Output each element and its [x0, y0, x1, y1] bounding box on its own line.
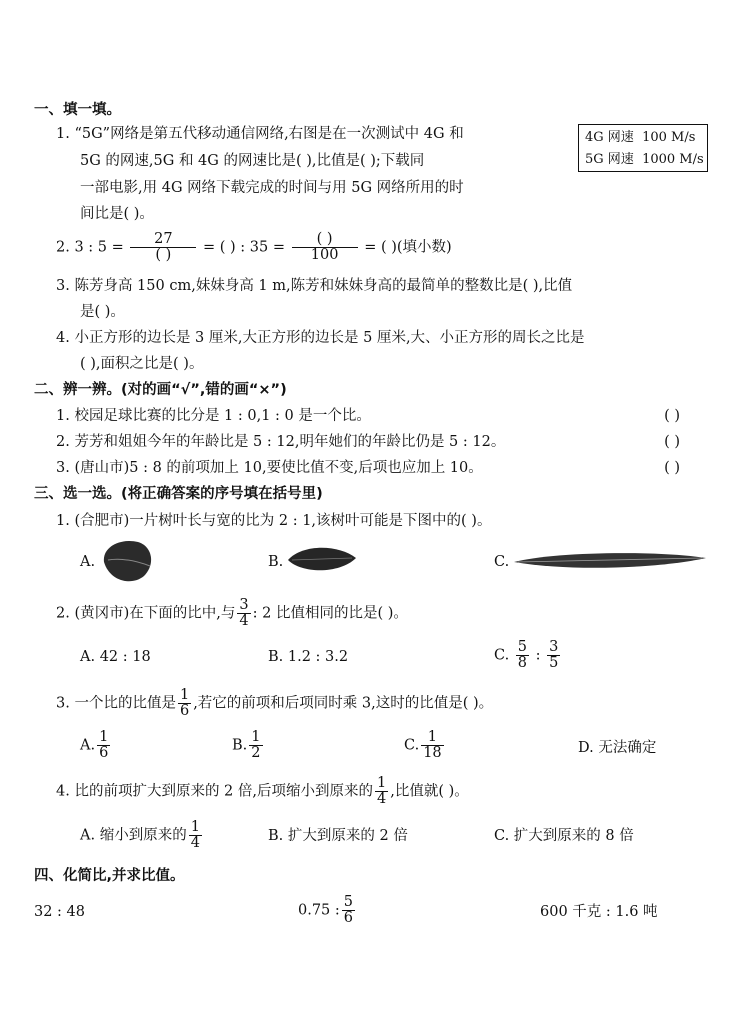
choice-3-option-c[interactable] — [404, 730, 446, 761]
c3-b-num: 1 — [251, 729, 261, 745]
c2-c-f2-num: 3 — [549, 639, 559, 655]
q2-f1-numerator: 27 — [130, 232, 196, 248]
q1-line2: 5G 的网速,5G 和 4G 的网速比是( ),比值是( );下载同 — [80, 153, 425, 169]
c2-c-label: C. — [494, 647, 510, 664]
q2-f2-denominator: 100 — [310, 247, 339, 263]
c3-a-den: 6 — [99, 745, 109, 761]
judge-item-1 — [56, 406, 708, 426]
simplify-e2-pre: 0.75 : — [298, 902, 340, 919]
net-5g-value: 1000 M/s — [642, 152, 704, 167]
choice-1-stem: 1. (合肥市)一片树叶长与宽的比为 2 : 1,该树叶可能是下图中的( )。 — [56, 513, 492, 529]
choice-4-option-b[interactable]: B. 扩大到原来的 2 倍 — [268, 828, 408, 844]
choice-4-stem-post: ,比值就( )。 — [390, 783, 469, 800]
q2-fraction-1 — [130, 232, 196, 263]
judge-item-3 — [56, 458, 708, 478]
choice-1-option-c[interactable]: C. — [494, 554, 510, 570]
q2-f2-numerator: ( ) — [292, 232, 358, 248]
leaf-b-icon — [286, 544, 358, 574]
judge-3-text: 3. (唐山市)5 : 8 的前项加上 10,要使比值不变,后项也应加上 10。 — [56, 460, 483, 476]
leaf-a-icon — [98, 536, 156, 586]
network-speed-box — [578, 124, 708, 172]
q2-suffix: = ( )(填小数) — [364, 239, 452, 256]
q3-line1: 3. 陈芳身高 150 cm,妹妹身高 1 m,陈芳和妹妹身高的最简单的整数比是( ),比值 — [56, 278, 573, 294]
simplify-expr-3: 600 千克 : 1.6 吨 — [540, 904, 658, 920]
c3-b-den: 2 — [251, 745, 261, 761]
c3-c-den: 18 — [423, 745, 442, 761]
q2-mid: = ( ) : 35 = — [202, 239, 285, 256]
c2-c-f1-num: 5 — [517, 639, 528, 655]
q4-line1: 4. 小正方形的边长是 3 厘米,大正方形的边长是 5 厘米,大、小正方形的周长之比是 — [56, 330, 585, 346]
c4-a-den: 4 — [190, 835, 200, 851]
c2-c-colon: : — [535, 647, 541, 664]
choice-2-option-c[interactable] — [494, 640, 562, 671]
c2-den: 4 — [239, 613, 249, 629]
choice-2-stem-pre: 2. (黄冈市)在下面的比中,与 — [56, 605, 236, 622]
judge-item-2 — [56, 432, 708, 452]
choice-1-option-a[interactable]: A. — [80, 554, 96, 570]
c3-a-fraction — [97, 730, 110, 761]
c3-c-label: C. — [404, 737, 420, 754]
simplify-expr-2 — [298, 895, 357, 926]
simplify-e2-fraction — [342, 895, 355, 926]
choice-4-stem-pre: 4. 比的前项扩大到原来的 2 倍,后项缩小到原来的 — [56, 783, 373, 800]
q2-line — [56, 232, 452, 263]
judge-2-answer[interactable]: ( ) — [664, 434, 680, 450]
q1-line1: 1. “5G”网络是第五代移动通信网络,右图是在一次测试中 4G 和 — [56, 126, 464, 142]
choice-3-option-d[interactable]: D. 无法确定 — [578, 740, 657, 756]
choice-3-option-a[interactable] — [80, 730, 112, 761]
choice-4-stem — [56, 776, 469, 807]
choice-4-fraction — [375, 776, 388, 807]
c4-a-fraction — [189, 820, 202, 851]
choice-3-fraction — [178, 688, 191, 719]
c3-a-num: 1 — [99, 729, 109, 745]
c2-c-f1-den: 8 — [517, 655, 528, 671]
judge-3-answer[interactable]: ( ) — [664, 460, 680, 476]
section-title-fill: 一、填一填。 — [34, 102, 121, 118]
choice-2-stem — [56, 598, 408, 629]
choice-2-option-a[interactable]: A. 42 : 18 — [80, 649, 151, 665]
choice-3-option-b[interactable] — [232, 730, 265, 761]
net-5g-label: 5G 网速 — [585, 152, 634, 167]
choice-3-stem — [56, 688, 493, 719]
section-title-simplify: 四、化简比,并求比值。 — [34, 868, 185, 884]
simplify-e2-den: 6 — [343, 910, 354, 926]
choice-3-stem-post: ,若它的前项和后项同时乘 3,这时的比值是( )。 — [193, 695, 494, 712]
c4-num: 1 — [377, 775, 387, 791]
net-4g-label: 4G 网速 — [585, 130, 634, 145]
section-title-judge: 二、辨一辨。(对的画“√”,错的画“×”) — [34, 382, 287, 398]
judge-2-text: 2. 芳芳和姐姐今年的年龄比是 5 : 12,明年她们的年龄比仍是 5 : 12。 — [56, 434, 506, 450]
c4-a-num: 1 — [190, 819, 200, 835]
q2-fraction-2 — [292, 232, 358, 263]
q1-line3: 一部电影,用 4G 网络下载完成的时间与用 5G 网络所用的时 — [80, 180, 464, 196]
q4-line2: ( ),面积之比是( )。 — [80, 356, 204, 372]
judge-1-answer[interactable]: ( ) — [664, 408, 680, 424]
c3-b-fraction — [249, 730, 262, 761]
judge-1-text: 1. 校园足球比赛的比分是 1 : 0,1 : 0 是一个比。 — [56, 408, 371, 424]
simplify-e2-num: 5 — [343, 894, 354, 910]
c3-c-num: 1 — [421, 730, 443, 746]
section-title-choice: 三、选一选。(将正确答案的序号填在括号里) — [34, 486, 323, 502]
c3-b-label: B. — [232, 737, 248, 754]
q3-line2: 是( )。 — [80, 304, 125, 320]
choice-2-stem-post: : 2 比值相同的比是( )。 — [252, 605, 408, 622]
q2-f1-denominator: ( ) — [155, 247, 172, 263]
q2-prefix: 2. 3 : 5 = — [56, 239, 124, 256]
choice-4-option-c[interactable]: C. 扩大到原来的 8 倍 — [494, 828, 634, 844]
choice-3-stem-pre: 3. 一个比的比值是 — [56, 695, 176, 712]
c4-den: 4 — [377, 791, 387, 807]
leaf-c-icon — [512, 550, 708, 574]
c2-num: 3 — [239, 597, 249, 613]
choice-2-option-b[interactable]: B. 1.2 : 3.2 — [268, 649, 349, 665]
choice-4-option-a[interactable] — [80, 820, 204, 851]
simplify-expr-1: 32 : 48 — [34, 904, 86, 920]
c3-num: 1 — [179, 687, 190, 703]
choice-2-fraction — [237, 598, 250, 629]
c3-a-label: A. — [80, 737, 96, 754]
net-4g-value: 100 M/s — [642, 130, 696, 145]
c3-c-fraction — [421, 730, 443, 761]
c2-c-fraction-2 — [547, 640, 560, 671]
c4-a-text: A. 缩小到原来的 — [80, 827, 187, 844]
choice-1-option-b[interactable]: B. — [268, 554, 284, 570]
c2-c-f2-den: 5 — [549, 655, 559, 671]
q1-line4: 间比是( )。 — [80, 206, 154, 222]
c2-c-fraction-1 — [516, 640, 529, 671]
c3-den: 6 — [179, 703, 190, 719]
